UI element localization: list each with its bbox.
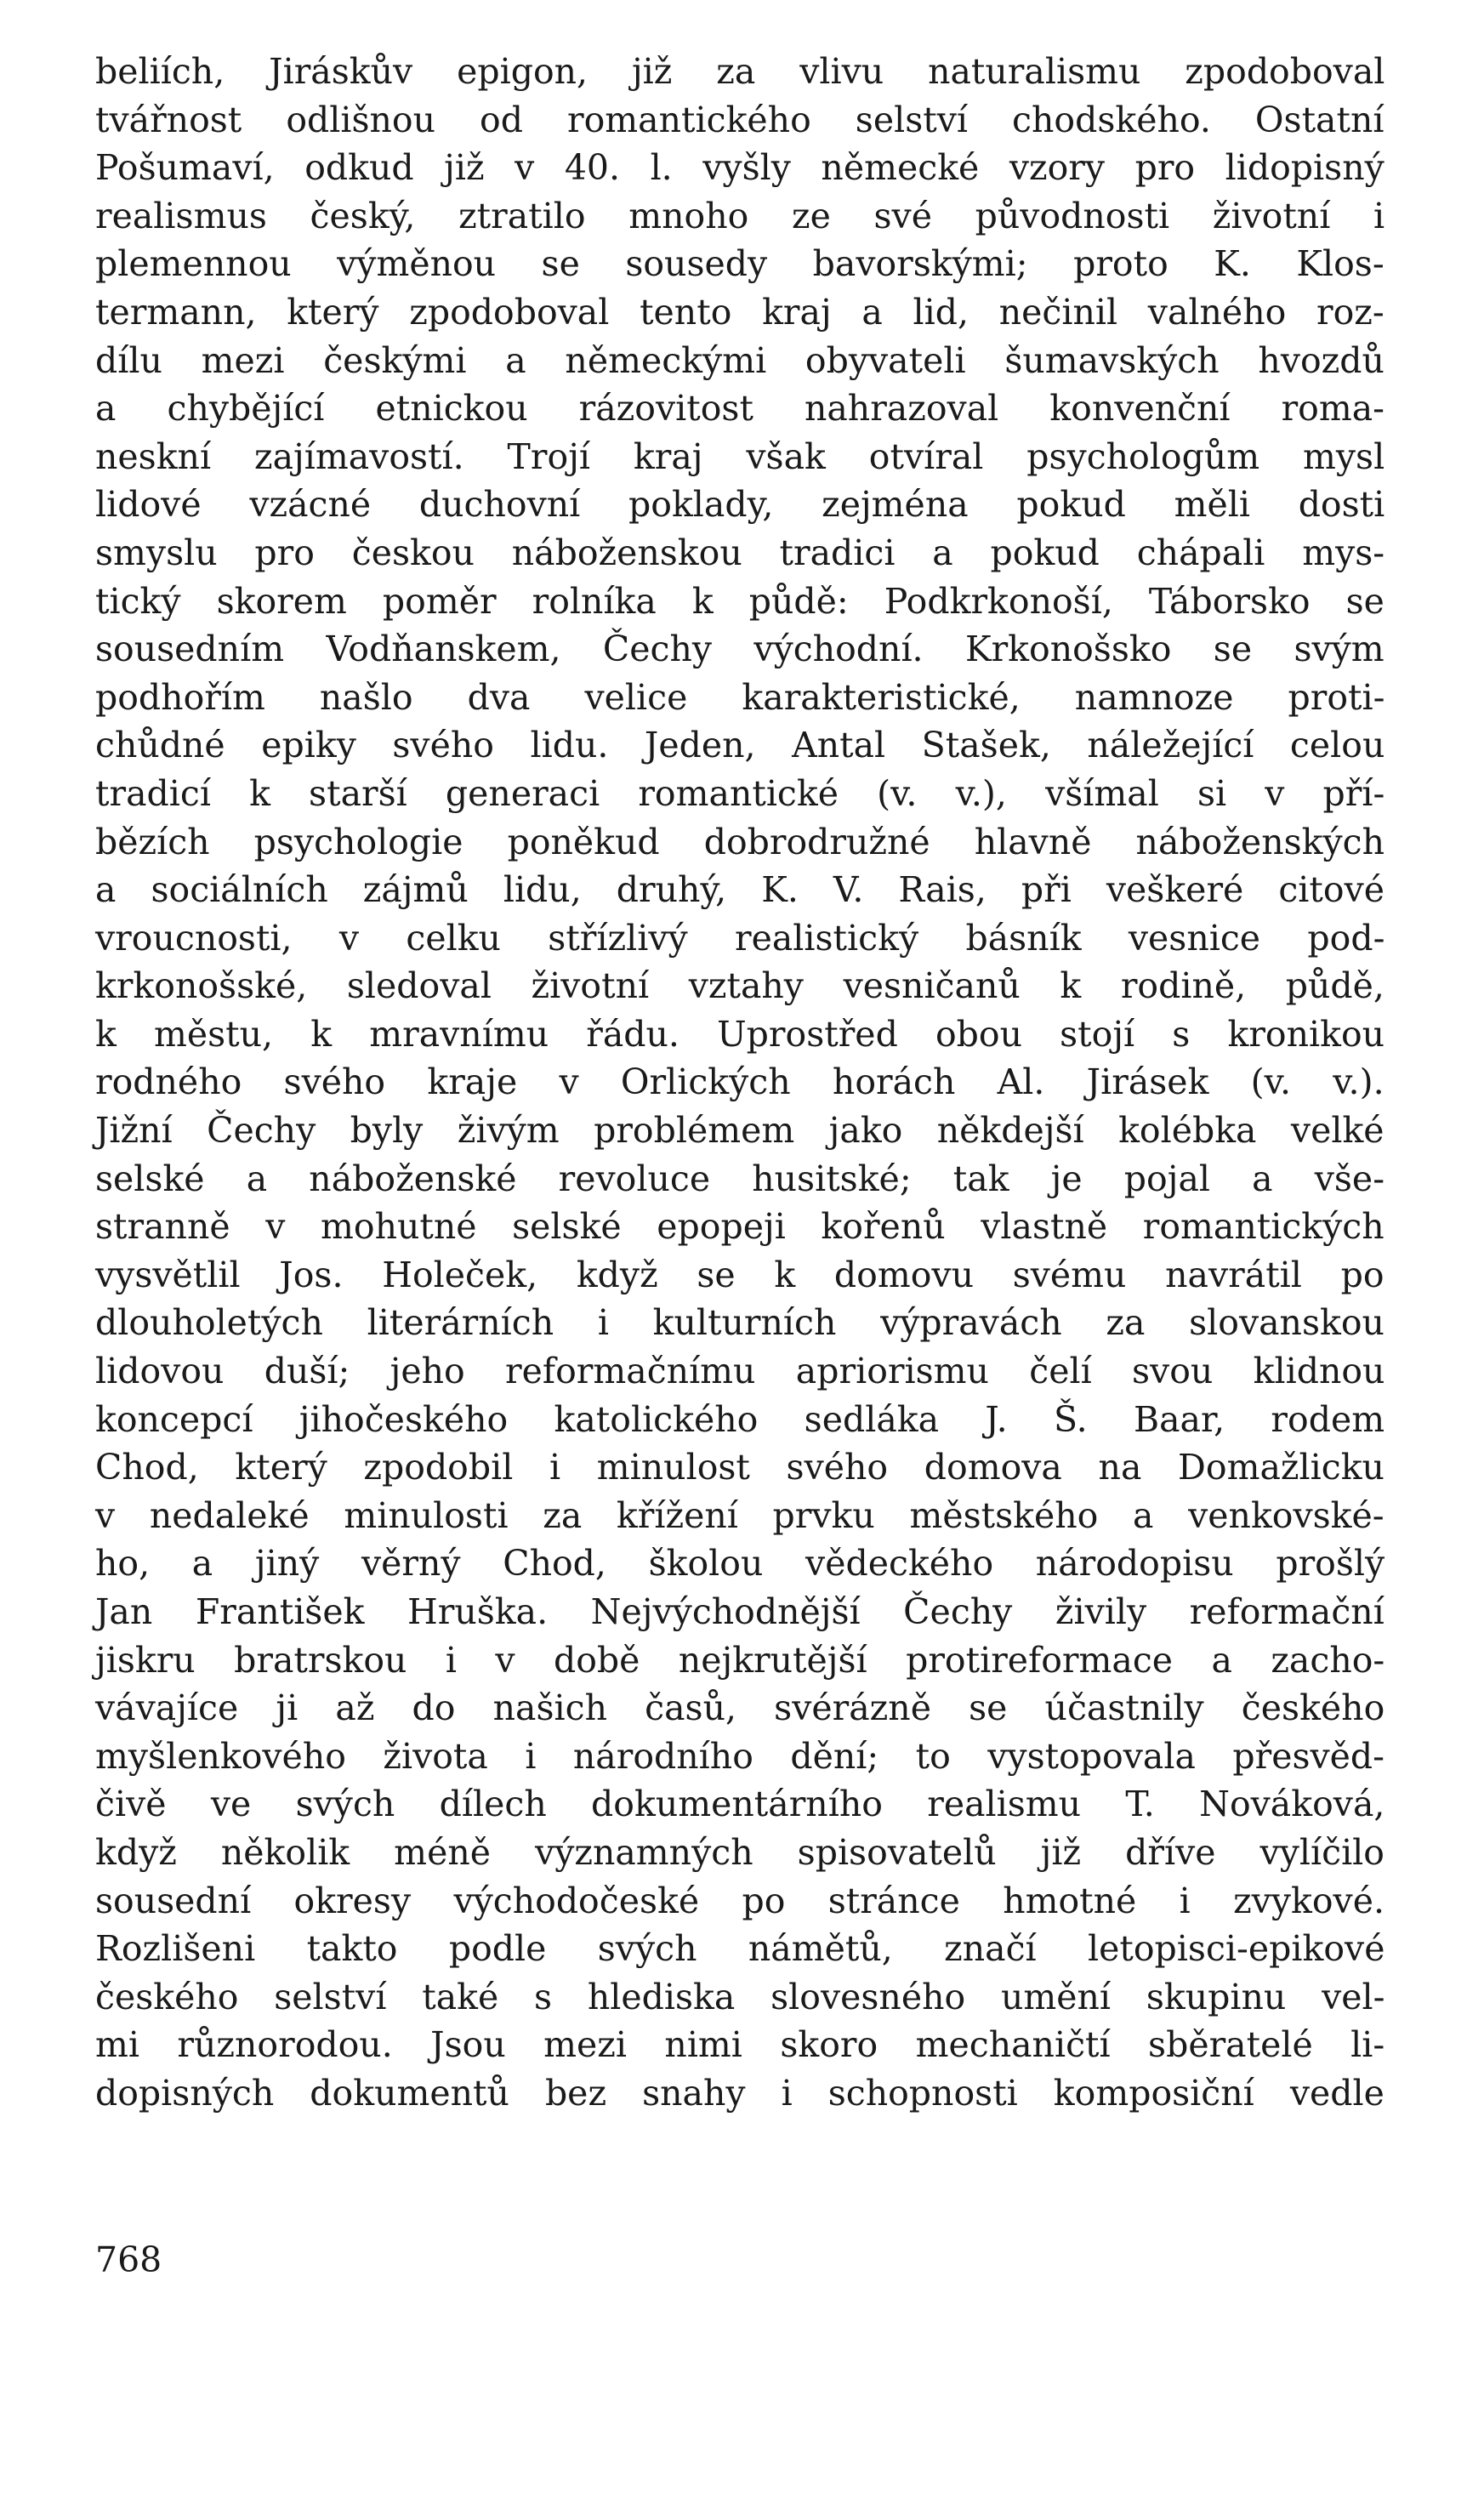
text-line: Jan František Hruška. Nejvýchodnější Čechy živily reformační xyxy=(95,1591,1384,1632)
text-line: lidové vzácné duchovní poklady, zejména pokud měli dosti xyxy=(95,484,1385,526)
text-line: koncepcí jihočeského katolického sedláka J. Š. Baar, rodem xyxy=(95,1398,1385,1440)
text-line: českého selství také s hlediska slovesného umění skupinu vel- xyxy=(95,1976,1385,2017)
text-line: vávajíce ji až do našich časů, svérázně se účastnily českého xyxy=(95,1687,1385,1729)
text-line: rodného svého kraje v Orlických horách Al. Jirásek (v. v.). xyxy=(95,1061,1384,1103)
text-line: a chybějící etnickou rázovitost nahrazoval konvenční roma- xyxy=(95,388,1385,430)
text-line: sousední okresy východočeské po stránce hmotné i zvykové. xyxy=(95,1880,1384,1921)
text-line: myšlenkového života i národního dění; to vystopovala přesvěd- xyxy=(95,1735,1385,1777)
text-line: lidovou duší; jeho reformačnímu apriorismu čelí svou klidnou xyxy=(95,1351,1385,1392)
text-line: tický skorem poměr rolníka k půdě: Podkrkonoší, Táborsko se xyxy=(95,580,1384,622)
text-line: Jižní Čechy byly živým problémem jako někdejší kolébka velké xyxy=(95,1110,1384,1152)
text-line: krkonošské, sledoval životní vztahy vesničanů k rodině, půdě, xyxy=(95,965,1384,1007)
text-line: dopisných dokumentů bez snahy i schopnosti komposiční vedle xyxy=(95,2072,1384,2114)
text-line: selské a náboženské revoluce husitské; tak je pojal a vše- xyxy=(95,1158,1385,1199)
text-line: termann, který zpodoboval tento kraj a lid, nečinil valného roz- xyxy=(95,291,1384,333)
text-line: stranně v mohutné selské epopeji kořenů vlastně romantických xyxy=(95,1206,1384,1248)
text-line: chůdné epiky svého lidu. Jeden, Antal Stašek, náležející celou xyxy=(95,725,1385,766)
text-line: Chod, který zpodobil i minulost svého domova na Domažlicku xyxy=(95,1447,1384,1488)
text-line: bězích psychologie poněkud dobrodružné hlavně náboženských xyxy=(95,821,1385,862)
text-line: smyslu pro českou náboženskou tradici a pokud chápali mys- xyxy=(95,532,1385,573)
text-line: beliích, Jiráskův epigon, již za vlivu naturalismu zpodoboval xyxy=(95,51,1385,92)
page-number: 768 xyxy=(95,2239,162,2280)
text-line: Pošumaví, odkud již v 40. l. vyšly německé vzory pro lidopisný xyxy=(95,147,1384,189)
text-line: dílu mezi českými a německými obyvateli šumavských hvozdů xyxy=(95,339,1384,381)
text-line: vroucnosti, v celku střízlivý realistický básník vesnice pod- xyxy=(95,917,1385,959)
text-line: v nedaleké minulosti za křížení prvku městského a venkovské- xyxy=(95,1494,1384,1536)
text-line: ho, a jiný věrný Chod, školou vědeckého národopisu prošlý xyxy=(95,1543,1385,1585)
text-line: plemennou výměnou se sousedy bavorskými; proto K. Klos- xyxy=(95,243,1384,285)
text-line: mi různorodou. Jsou mezi nimi skoro mechaničtí sběratelé li- xyxy=(95,2024,1385,2066)
text-line: když několik méně významných spisovatelů již dříve vylíčilo xyxy=(95,1831,1384,1873)
text-line: podhořím našlo dva velice karakteristické, namnoze proti- xyxy=(95,676,1385,718)
body-text xyxy=(95,48,1384,2118)
text-line: vysvětlil Jos. Holeček, když se k domovu svému navrátil po xyxy=(95,1254,1384,1295)
text-line: Rozlišeni takto podle svých námětů, značí letopisci-epikové xyxy=(95,1928,1385,1970)
text-line: jiskru bratrskou i v době nejkrutější protireformace a zacho- xyxy=(95,1639,1385,1681)
text-line: sousedním Vodňanskem, Čechy východní. Krkonošsko se svým xyxy=(95,629,1384,670)
text-line: tradicí k starší generaci romantické (v. v.), všímal si v pří- xyxy=(95,772,1385,814)
text-line: k městu, k mravnímu řádu. Uprostřed obou stojí s kronikou xyxy=(95,1013,1385,1055)
text-line: neskní zajímavostí. Trojí kraj však otvíral psychologům mysl xyxy=(95,435,1385,477)
text-line: čivě ve svých dílech dokumentárního realismu T. Nováková, xyxy=(95,1784,1385,1825)
text-line: tvářnost odlišnou od romantického selství chodského. Ostatní xyxy=(95,99,1384,140)
text-line: a sociálních zájmů lidu, druhý, K. V. Rais, při veškeré citové xyxy=(95,869,1385,911)
text-line: realismus český, ztratilo mnoho ze své původnosti životní i xyxy=(95,195,1385,236)
text-line: dlouholetých literárních i kulturních výpravách za slovanskou xyxy=(95,1302,1384,1344)
